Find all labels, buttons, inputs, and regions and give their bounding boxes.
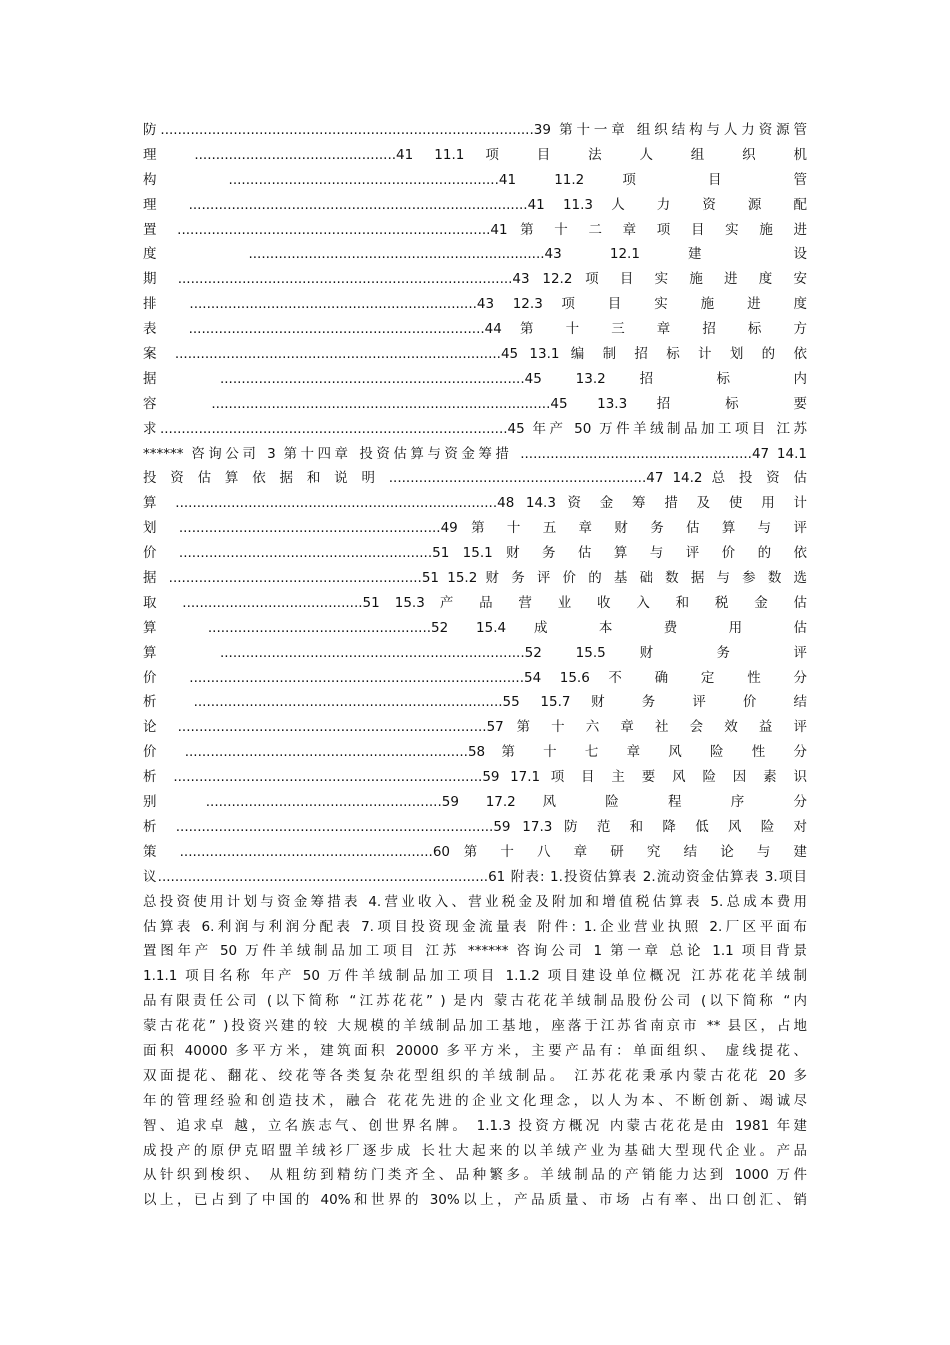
text-line: 双面提花、翻花、绞花等各类复杂花型组织的羊绒制品。 江苏花花秉承内蒙古花花 20 多 xyxy=(143,1067,807,1084)
text-line: 析 ..........................................................................59 17.3 防 范 和 降 低 风 险 对 xyxy=(143,818,807,835)
text-line: 置图年产 50 万件羊绒制品加工项目 江苏 ****** 咨询公司 1 第一章 总论 1.1 项目背景 xyxy=(143,943,807,960)
text-line: 智、追求卓 越，立名族志气、创世界名牌。 1.1.3 投资方概况 内蒙古花花是由 1981 年建 xyxy=(143,1117,807,1134)
text-line: 据 ...........................................................51 15.2 财 务 评 价 的 基 础 数 据 与 参 数 选 xyxy=(143,570,807,587)
text-line: 排 ...................................................................43 12.3 项 目 实 施 进 度 xyxy=(143,296,807,313)
text-line: 求.................................................................................45 年产 50 万件羊绒制品加工项目 江苏 xyxy=(143,420,807,437)
text-line: 1.1.1 项目名称 年产 50 万件羊绒制品加工项目 1.1.2 项目建设单位概况 江苏花花羊绒制 xyxy=(143,968,807,985)
text-line: 品有限责任公司 (以下简称 “江苏花花” ) 是内 蒙古花花羊绒制品股份公司 (以下简称 “内 xyxy=(143,993,807,1010)
text-line: 期 ..............................................................................43 12.2 项 目 实 施 进 度 安 xyxy=(143,271,807,288)
text-line: 成投产的原伊克昭盟羊绒衫厂逐步成 长壮大起来的以羊绒产业为基础大型现代企业。产品 xyxy=(143,1142,807,1159)
text-line: 价 ...........................................................51 15.1 财 务 估 算 与 评 价 的 依 xyxy=(143,545,807,562)
text-line: 据 .......................................................................45 13.2 招 标 内 xyxy=(143,370,807,387)
text-line: 总投资使用计划与资金筹措表 4.营业收入、营业税金及附加和增值税估算表 5.总成本费用 xyxy=(143,893,807,910)
text-line: 投 资 估 算 依 据 和 说 明 ............................................................47 14.2 总 投 资 估 xyxy=(143,470,807,487)
text-line: 估算表 6.利润与利润分配表 7.项目投资现金流量表 附件: 1.企业营业执照 2.厂区平面布 xyxy=(143,918,807,935)
text-line: 理 ...............................................................................41 11.3 人 力 资 源 配 xyxy=(143,196,807,213)
text-line: 表 .....................................................................44 第 十 三 章 招 标 方 xyxy=(143,321,807,338)
text-line: 算 .......................................................................52 15.5 财 务 评 xyxy=(143,644,807,661)
text-line: 防.......................................................................................39 第十一章 组织结构与人力资源管 xyxy=(143,122,807,138)
text-line: 容 ...............................................................................45 13.3 招 标 要 xyxy=(143,395,807,412)
text-line: 面积 40000 多平方米，建筑面积 20000 多平方米，主要产品有：单面组织、 虚线提花、 xyxy=(143,1042,807,1059)
text-line: 蒙古花花” )投资兴建的较 大规模的羊绒制品加工基地，座落于江苏省南京市 ** 县区，占地 xyxy=(143,1018,807,1035)
document-body xyxy=(143,118,807,1213)
text-line: 析 ........................................................................55 15.7 财 务 评 价 结 xyxy=(143,694,807,711)
text-line: 取 ..........................................51 15.3 产 品 营 业 收 入 和 税 金 估 xyxy=(143,594,807,611)
text-line: ****** 咨询公司 3 第十四章 投资估算与资金筹措 ......................................................47 14.1 xyxy=(143,445,807,462)
text-line: 价 ..................................................................58 第 十 七 章 风 险 性 分 xyxy=(143,744,807,761)
text-line: 度 .....................................................................43 12.1 建 设 xyxy=(143,246,807,263)
text-line: 构 ...............................................................41 11.2 项 目 管 xyxy=(143,171,807,188)
text-line: 案 ............................................................................45 13.1 编 制 招 标 计 划 的 依 xyxy=(143,346,807,363)
text-line: 论 ........................................................................57 第 十 六 章 社 会 效 益 评 xyxy=(143,719,807,736)
text-line: 算 ...........................................................................48 14.3 资 金 筹 措 及 使 用 计 xyxy=(143,495,807,512)
text-line: 年的管理经验和创造技术，融合 花花先进的企业文化理念，以人为本、不断创新、竭诚尽 xyxy=(143,1092,807,1109)
text-line: 析 ........................................................................59 17.1 项 目 主 要 风 险 因 素 识 xyxy=(143,769,807,786)
text-line: 价 ..............................................................................54 15.6 不 确 定 性 分 xyxy=(143,669,807,686)
text-line: 策 ...........................................................60 第 十 八 章 研 究 结 论 与 建 xyxy=(143,843,807,860)
text-line: 置 .........................................................................41 第 十 二 章 项 目 实 施 进 xyxy=(143,221,807,238)
text-line: 算 ....................................................52 15.4 成 本 费 用 估 xyxy=(143,619,807,636)
text-line: 别 .......................................................59 17.2 风 险 程 序 分 xyxy=(143,794,807,811)
text-line: 从针织到梭织、 从粗纺到精纺门类齐全、品种繁多。羊绒制品的产销能力达到 1000 万件 xyxy=(143,1167,807,1184)
text-line: 议.............................................................................61 附表: 1.投资估算表 2.流动资金估算表 3.项目 xyxy=(143,868,807,885)
text-line: 理 ...............................................41 11.1 项 目 法 人 组 织 机 xyxy=(143,146,807,163)
text-line: 以上，已占到了中国的 40%和世界的 30%以上，产品质量、市场 占有率、出口创汇、销 xyxy=(143,1192,807,1209)
text-line: 划 .............................................................49 第 十 五 章 财 务 估 算 与 评 xyxy=(143,520,807,537)
